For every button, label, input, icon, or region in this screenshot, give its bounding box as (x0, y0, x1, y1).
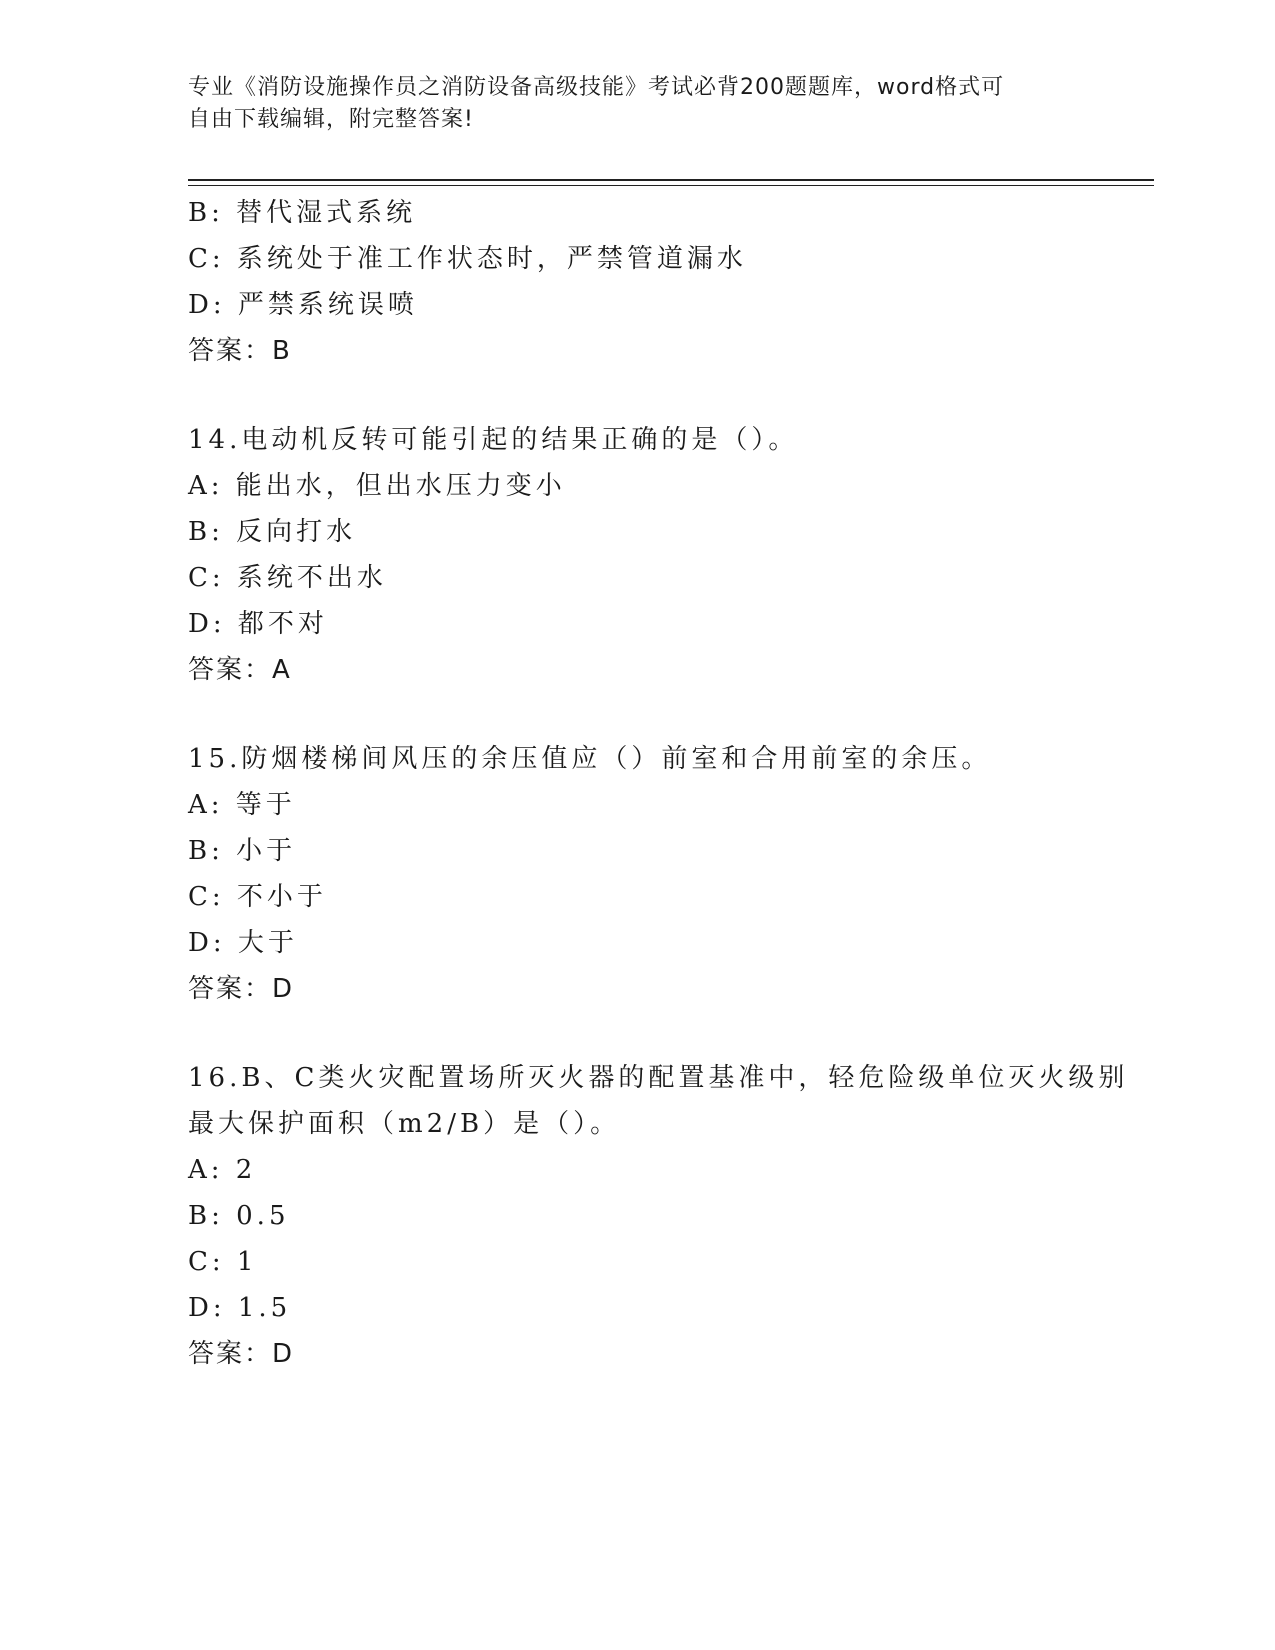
question-block-16 (188, 1055, 1128, 1377)
option-b: B: 反向打水 (188, 517, 357, 547)
question-block-13 (188, 190, 1128, 374)
document-header (188, 72, 1088, 136)
option-d: D: 大于 (188, 928, 298, 958)
option-d: D: 1.5 (188, 1293, 292, 1323)
answer-line: 答案：D (188, 974, 295, 1004)
question-list (188, 190, 1128, 1377)
option-d: D: 都不对 (188, 609, 328, 639)
option-a: A: 等于 (188, 790, 296, 820)
header-line-2: 自由下载编辑，附完整答案! (188, 107, 474, 132)
option-a: A: 2 (188, 1155, 257, 1185)
option-c: C: 系统不出水 (188, 563, 387, 593)
question-block-14 (188, 417, 1128, 693)
option-d: D: 严禁系统误喷 (188, 290, 418, 320)
option-b: B: 0.5 (188, 1201, 290, 1231)
answer-line: 答案：B (188, 336, 292, 366)
option-c: C: 1 (188, 1247, 258, 1277)
option-a: A: 能出水，但出水压力变小 (188, 471, 566, 501)
question-stem-line-2: 最大保护面积（m2/B）是（）。 (188, 1109, 621, 1139)
answer-line: 答案：D (188, 1339, 295, 1369)
option-b: B: 替代湿式系统 (188, 198, 417, 228)
question-block-15 (188, 736, 1128, 1012)
option-b: B: 小于 (188, 836, 297, 866)
header-divider-thin (188, 185, 1154, 186)
option-c: C: 系统处于准工作状态时，严禁管道漏水 (188, 244, 747, 274)
header-line-1: 专业《消防设施操作员之消防设备高级技能》考试必背200题题库，word格式可 (188, 75, 1005, 100)
question-stem-line-1: 16.B、C类火灾配置场所灭火器的配置基准中，轻危险级单位灭火级别 (188, 1063, 1129, 1093)
question-stem: 15.防烟楼梯间风压的余压值应（）前室和合用前室的余压。 (188, 744, 992, 774)
option-c: C: 不小于 (188, 882, 327, 912)
question-stem: 14.电动机反转可能引起的结果正确的是（）。 (188, 425, 799, 455)
answer-line: 答案：A (188, 655, 292, 685)
header-divider-thick (188, 179, 1154, 181)
